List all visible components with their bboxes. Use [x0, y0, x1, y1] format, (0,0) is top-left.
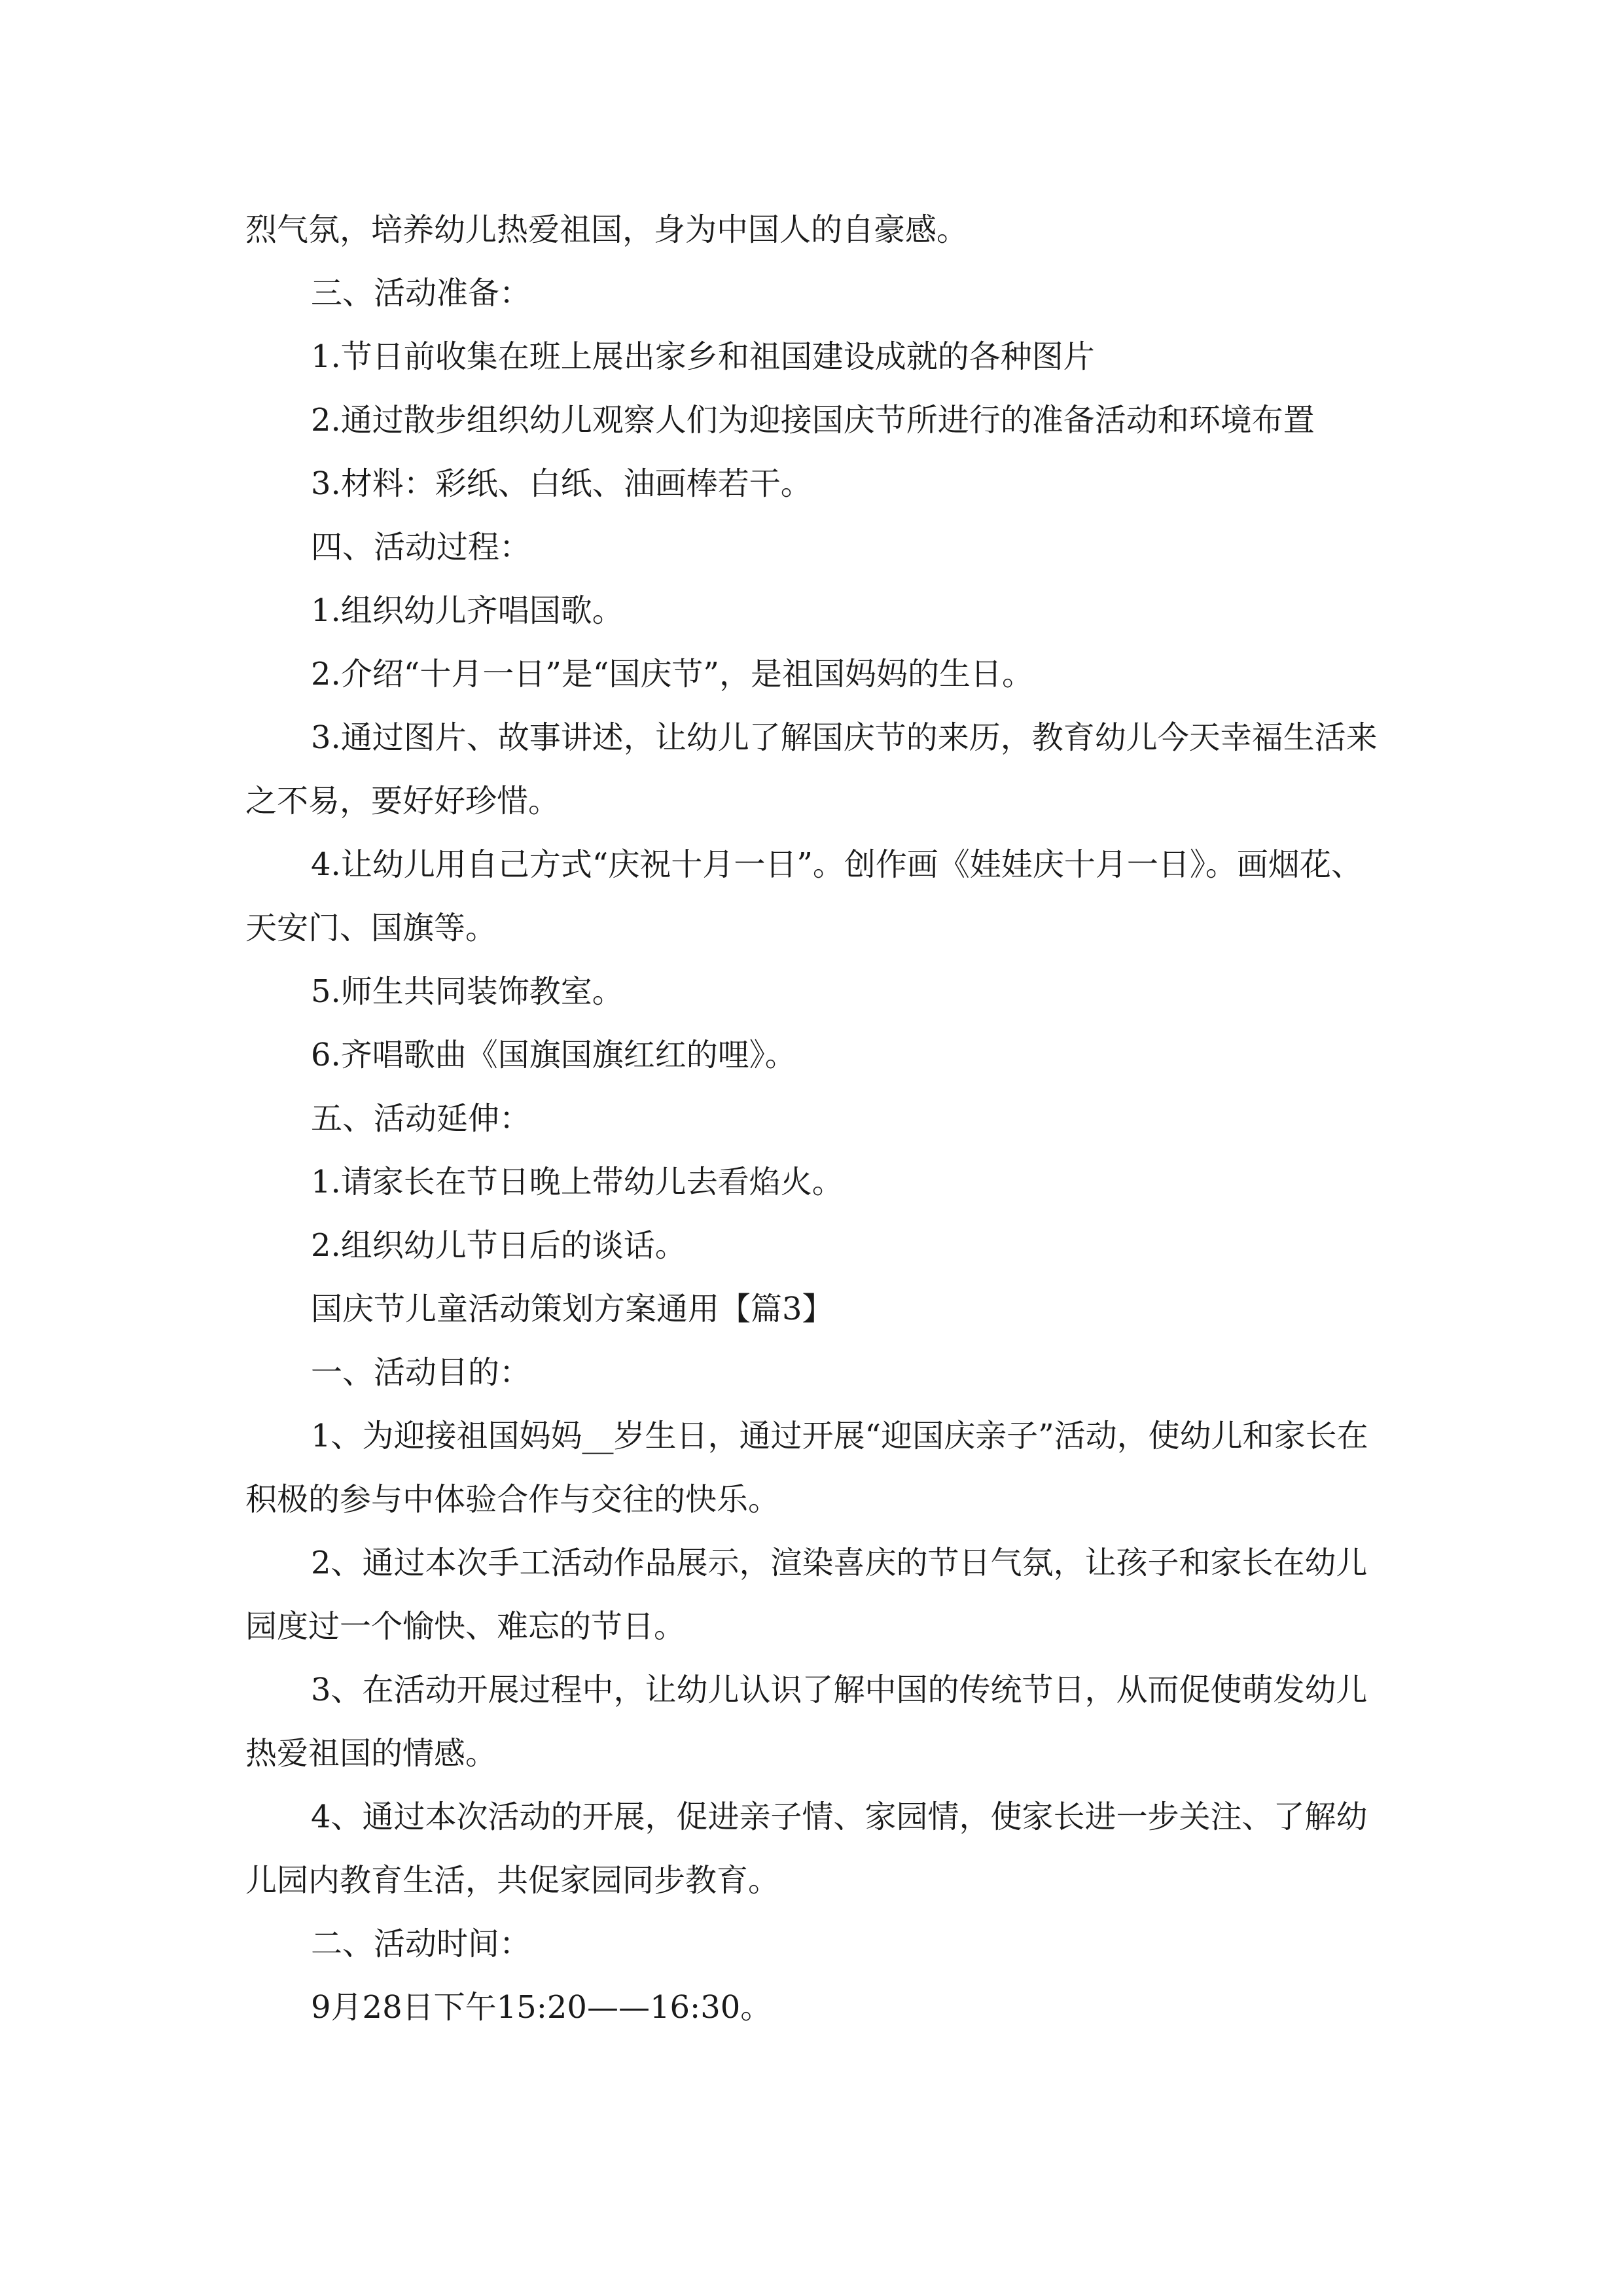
list-item: 1.组织幼儿齐唱国歌。	[311, 592, 624, 629]
list-item: 4、通过本次活动的开展，促进亲子情、家园情，使家长进一步关注、了解幼儿园内教育生活，共促家园同步教育。	[245, 1799, 1368, 1899]
list-item: 2、通过本次手工活动作品展示，渲染喜庆的节日气氛，让孩子和家长在幼儿园度过一个愉快、难忘的节日。	[245, 1545, 1368, 1645]
section-heading-process: 四、活动过程：	[311, 529, 531, 565]
list-item: 1.请家长在节日晚上带幼儿去看焰火。	[311, 1164, 844, 1200]
section-heading-purpose: 一、活动目的：	[311, 1354, 531, 1391]
section-heading-preparation: 三、活动准备：	[311, 275, 531, 312]
list-item: 5.师生共同装饰教室。	[311, 973, 624, 1010]
document-body	[245, 198, 1378, 2039]
list-item: 6.齐唱歌曲《国旗国旗红红的哩》。	[311, 1037, 796, 1073]
list-item: 3.通过图片、故事讲述，让幼儿了解国庆节的来历，教育幼儿今天幸福生活来之不易，要好好珍惜。	[245, 719, 1378, 819]
list-item: 1、为迎接祖国妈妈__岁生日，通过开展“迎国庆亲子”活动，使幼儿和家长在积极的参与中体验合作与交往的快乐。	[245, 1418, 1368, 1518]
list-item: 4.让幼儿用自己方式“庆祝十月一日”。创作画《娃娃庆十月一日》。画烟花、天安门、国旗等。	[245, 846, 1363, 946]
list-item: 2.组织幼儿节日后的谈话。	[311, 1227, 687, 1264]
list-item: 3、在活动开展过程中，让幼儿认识了解中国的传统节日，从而促使萌发幼儿热爱祖国的情感。	[245, 1672, 1368, 1772]
article-title: 国庆节儿童活动策划方案通用【篇3】	[311, 1291, 834, 1327]
paragraph-1: 烈气氛，培养幼儿热爱祖国，身为中国人的自豪感。	[245, 211, 969, 248]
list-item: 9月28日下午15:20——16:30。	[311, 1989, 772, 2026]
list-item: 1.节日前收集在班上展出家乡和祖国建设成就的各种图片	[311, 338, 1095, 375]
section-heading-extension: 五、活动延伸：	[311, 1100, 531, 1137]
section-heading-time: 二、活动时间：	[311, 1926, 531, 1962]
list-item: 3.材料：彩纸、白纸、油画棒若干。	[311, 465, 812, 502]
list-item: 2.通过散步组织幼儿观察人们为迎接国庆节所进行的准备活动和环境布置	[311, 402, 1315, 439]
list-item: 2.介绍“十月一日”是“国庆节”，是祖国妈妈的生日。	[311, 656, 1033, 692]
